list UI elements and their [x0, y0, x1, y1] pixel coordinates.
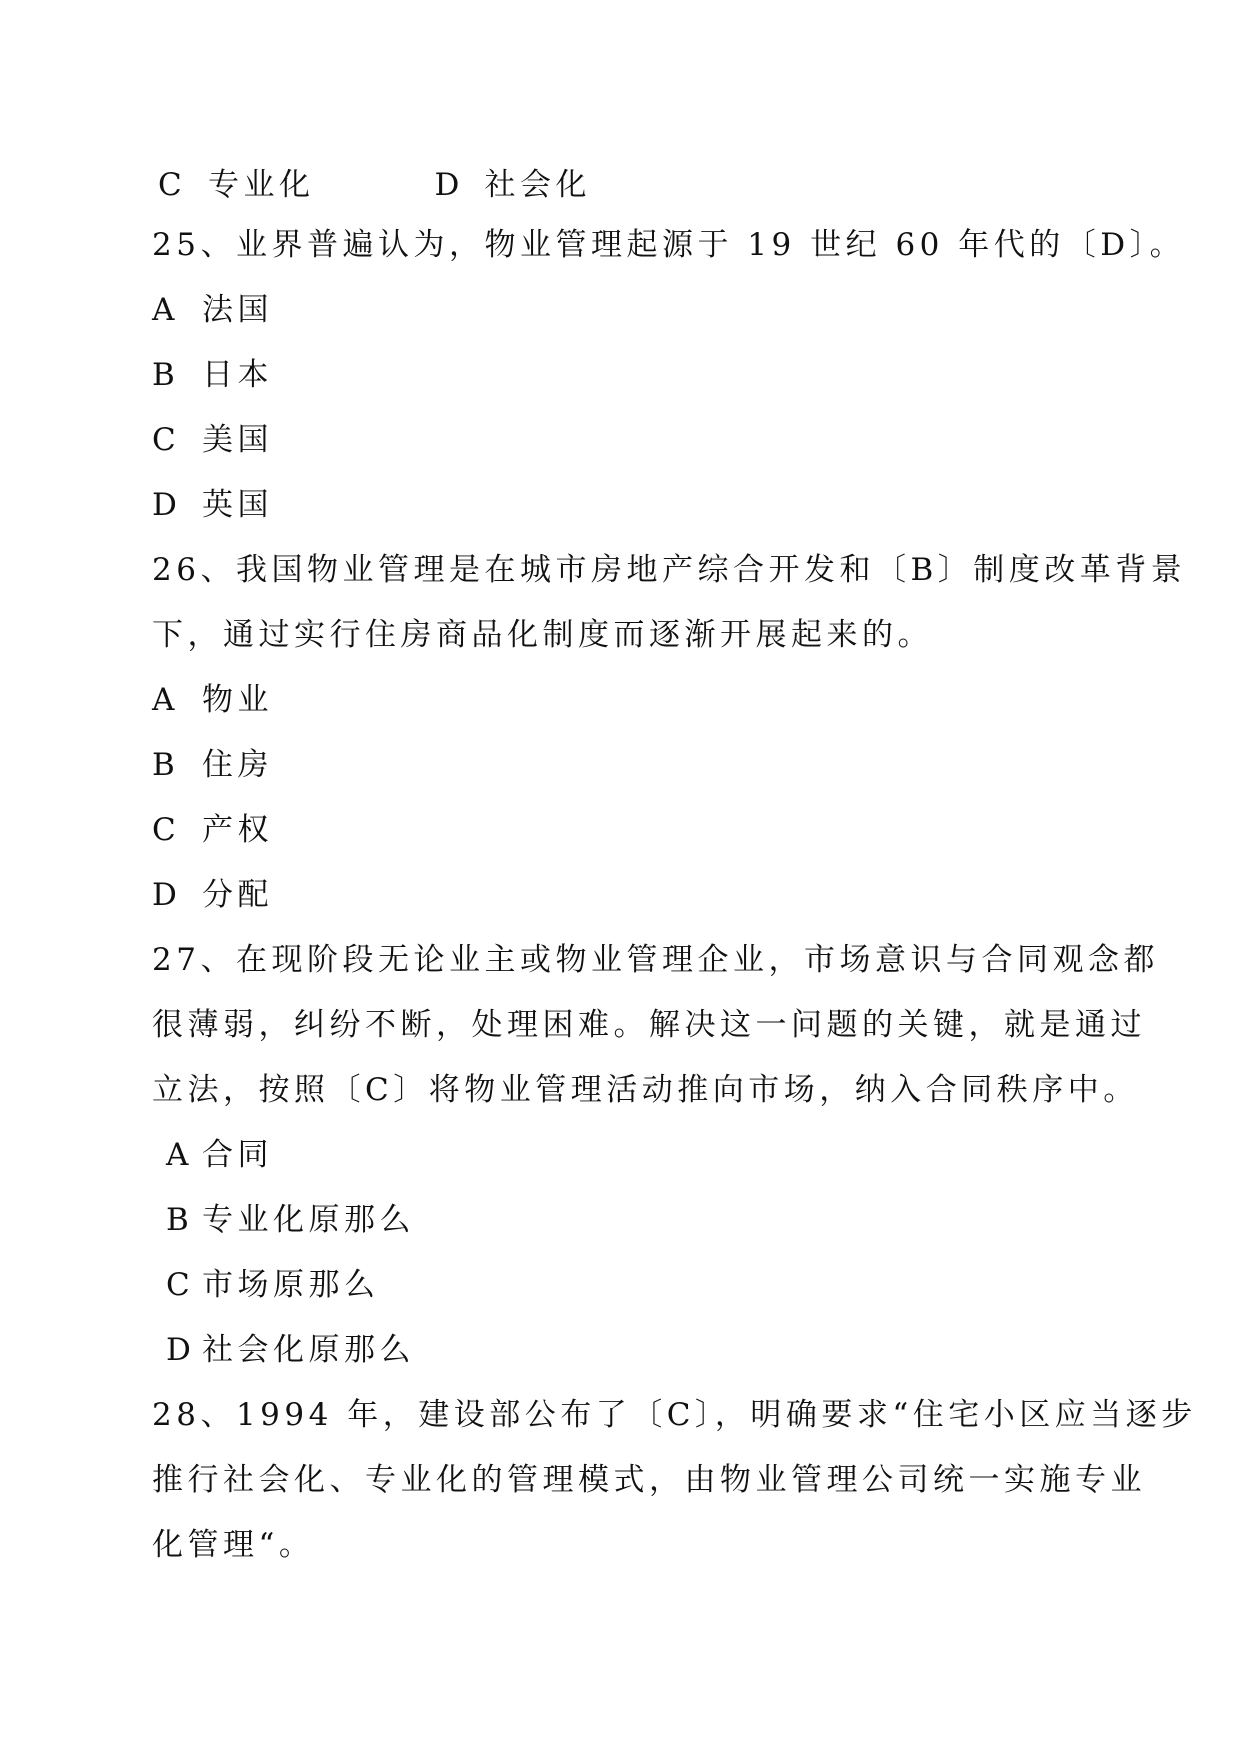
option-27-a: [166, 1135, 273, 1175]
question-27-line-3: 立法，按照〔C〕将物业管理活动推向市场，纳入合同秩序中。: [152, 1072, 1139, 1108]
question-26-line-1: 26、我国物业管理是在城市房地产综合开发和〔B〕制度改革背景: [152, 552, 1187, 588]
option-text: 美国: [202, 422, 273, 458]
question-25: 25、业界普遍认为，物业管理起源于 19 世纪 60 年代的〔D〕。: [152, 227, 1186, 263]
option-text: 物业: [202, 682, 273, 718]
option-letter: A: [152, 292, 179, 328]
option-letter: A: [166, 1137, 193, 1173]
option-25-c: [152, 420, 273, 460]
option-text: 分配: [202, 877, 273, 913]
option-text: 专业化原那么: [202, 1202, 415, 1238]
option-letter: D: [152, 877, 182, 913]
option-text: 产权: [202, 812, 273, 848]
option-letter: D: [152, 487, 182, 523]
option-letter: C: [158, 167, 187, 203]
question-27-line-2: 很薄弱，纠纷不断，处理困难。解决这一问题的关键，就是通过: [152, 1007, 1146, 1043]
option-letter: B: [166, 1202, 194, 1238]
option-text: 日本: [202, 357, 273, 393]
option-27-b: [166, 1200, 415, 1240]
option-letter: D: [434, 167, 464, 203]
option-26-b: [152, 745, 273, 785]
option-text: 社会化: [484, 167, 591, 203]
option-text: 市场原那么: [202, 1267, 380, 1303]
option-letter: C: [152, 812, 181, 848]
option-letter: B: [152, 747, 180, 783]
option-text: 专业化: [208, 167, 315, 203]
option-27-d: [166, 1330, 415, 1370]
question-28-line-3: 化管理“。: [152, 1527, 315, 1563]
option-text: 法国: [202, 292, 273, 328]
option-26-c: [152, 810, 273, 850]
question-26-line-2: 下，通过实行住房商品化制度而逐渐开展起来的。: [152, 617, 933, 653]
question-28-line-1: 28、1994 年，建设部公布了〔C〕，明确要求“住宅小区应当逐步: [152, 1397, 1197, 1433]
question-27-line-1: 27、在现阶段无论业主或物业管理企业，市场意识与合同观念都: [152, 942, 1159, 978]
option-text: 英国: [202, 487, 273, 523]
option-letter: A: [152, 682, 179, 718]
option-letter: B: [152, 357, 180, 393]
option-letter: C: [152, 422, 181, 458]
option-letter: C: [166, 1267, 195, 1303]
option-text: 住房: [202, 747, 273, 783]
option-26-d: [152, 875, 273, 915]
option-text: 社会化原那么: [202, 1332, 415, 1368]
options-line-c-d: [158, 165, 591, 205]
option-25-a: [152, 290, 273, 330]
question-28-line-2: 推行社会化、专业化的管理模式，由物业管理公司统一实施专业: [152, 1462, 1146, 1498]
option-25-d: [152, 485, 273, 525]
option-25-b: [152, 355, 273, 395]
option-26-a: [152, 680, 273, 720]
option-text: 合同: [202, 1137, 273, 1173]
option-letter: D: [166, 1332, 196, 1368]
option-27-c: [166, 1265, 380, 1305]
